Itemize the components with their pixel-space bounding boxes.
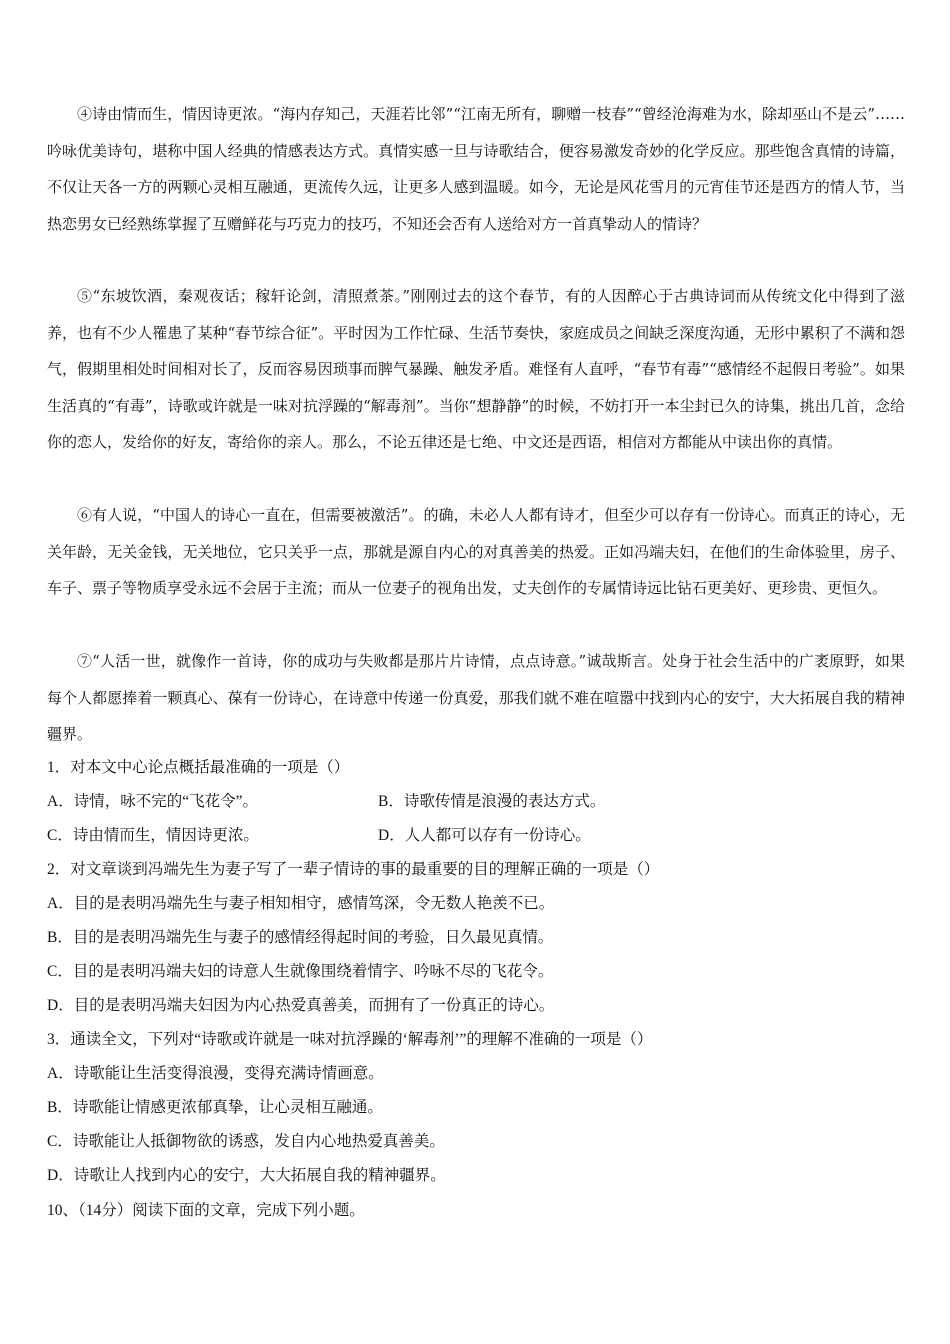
question-2-option-d: D．目的是表明冯端夫妇因为内心热爱真善美，而拥有了一份真正的诗心。 [47,997,555,1014]
question-1-option-c: C．诗由情而生，情因诗更浓。 [47,827,259,844]
question-1-stem: 1．对本文中心论点概括最准确的一项是（） [47,759,350,776]
question-3-stem: 3．通读全文，下列对“诗歌或许就是一味对抗浮躁的‘解毒剂’”的理解不准确的一项是（） [47,1031,653,1048]
paragraph-4: ④诗由情而生，情因诗更浓。“海内存知己，天涯若比邻”“江南无所有，聊赠一枝春”“曾经沧海难为水，除却巫山不是云”……吟咏优美诗句，堪称中国人经典的情感表达方式。真情实感一旦与诗歌结合，便容易激发奇妙的化学反应。那些饱含真情的诗篇，不仅让天各一方的两颗心灵相互融通，更流传久远，让更多人感到温暖。如今，无论是风花雪月的元宵佳节还是西方的情人节，当热恋男女已经熟练掌握了互赠鲜花与巧克力的技巧，不知还会否有人送给对方一首真挚动人的情诗？ [47,105,905,233]
question-2-stem: 2．对文章谈到冯端先生为妻子写了一辈子情诗的事的最重要的目的理解正确的一项是（） [47,861,660,878]
paragraph-7: ⑦“人活一世，就像作一首诗，你的成功与失败都是那片片诗情，点点诗意。”诚哉斯言。处身于社会生活中的广袤原野，如果每个人都愿捧着一颗真心、葆有一份诗心，在诗意中传递一份真爱，那我们就不难在喧嚣中找到内心的安宁，大大拓展自我的精神疆界。 [47,652,905,743]
paragraph-5: ⑤“东坡饮酒，秦观夜话；稼轩论剑，清照煮茶。”刚刚过去的这个春节，有的人因醉心于古典诗词而从传统文化中得到了滋养，也有不少人罹患了某种“春节综合征”。平时因为工作忙碌、生活节奏快，家庭成员之间缺乏深度沟通，无形中累积了不满和怨气，假期里相处时间相对长了，反而容易因琐事而脾气暴躁、触发矛盾。难怪有人直呼，“春节有毒”“感情经不起假日考验”。如果生活真的“有毒”，诗歌或许就是一味对抗浮躁的“解毒剂”。当你“想静静”的时候，不妨打开一本尘封已久的诗集，挑出几首，念给你的恋人，发给你的好友，寄给你的亲人。那么，不论五律还是七绝、中文还是西语，相信对方都能从中读出你的真情。 [47,287,905,451]
question-1-option-b: B．诗歌传情是浪漫的表达方式。 [378,793,606,810]
question-3-option-a: A．诗歌能让生活变得浪漫，变得充满诗情画意。 [47,1065,384,1082]
question-3-option-c: C．诗歌能让人抵御物欲的诱惑，发自内心地热爱真善美。 [47,1133,445,1150]
question-10-heading: 10、（14分）阅读下面的文章，完成下列小题。 [47,1202,365,1219]
question-1-option-a: A．诗情，咏不完的“飞花令”。 [47,793,258,810]
question-2-option-c: C．目的是表明冯端夫妇的诗意人生就像围绕着情字、吟咏不尽的飞花令。 [47,963,554,980]
paragraph-6: ⑥有人说，“中国人的诗心一直在，但需要被激活”。的确，未必人人都有诗才，但至少可以存有一份诗心。而真正的诗心，无关年龄，无关金钱，无关地位，它只关乎一点，那就是源自内心的对真善美的热爱。正如冯端夫妇，在他们的生命体验里，房子、车子、票子等物质享受永远不会居于主流；而从一位妻子的视角出发，丈夫创作的专属情诗远比钻石更美好、更珍贵、更恒久。 [47,506,905,597]
question-1-option-d: D．人人都可以存有一份诗心。 [378,827,591,844]
question-3-option-d: D．诗歌让人找到内心的安宁，大大拓展自我的精神疆界。 [47,1167,446,1184]
question-2-option-a: A．目的是表明冯端先生与妻子相知相守，感情笃深，令无数人艳羡不已。 [47,895,555,912]
question-2-option-b: B．目的是表明冯端先生与妻子的感情经得起时间的考验，日久最见真情。 [47,929,554,946]
question-3-option-b: B．诗歌能让情感更浓郁真挚，让心灵相互融通。 [47,1099,383,1116]
